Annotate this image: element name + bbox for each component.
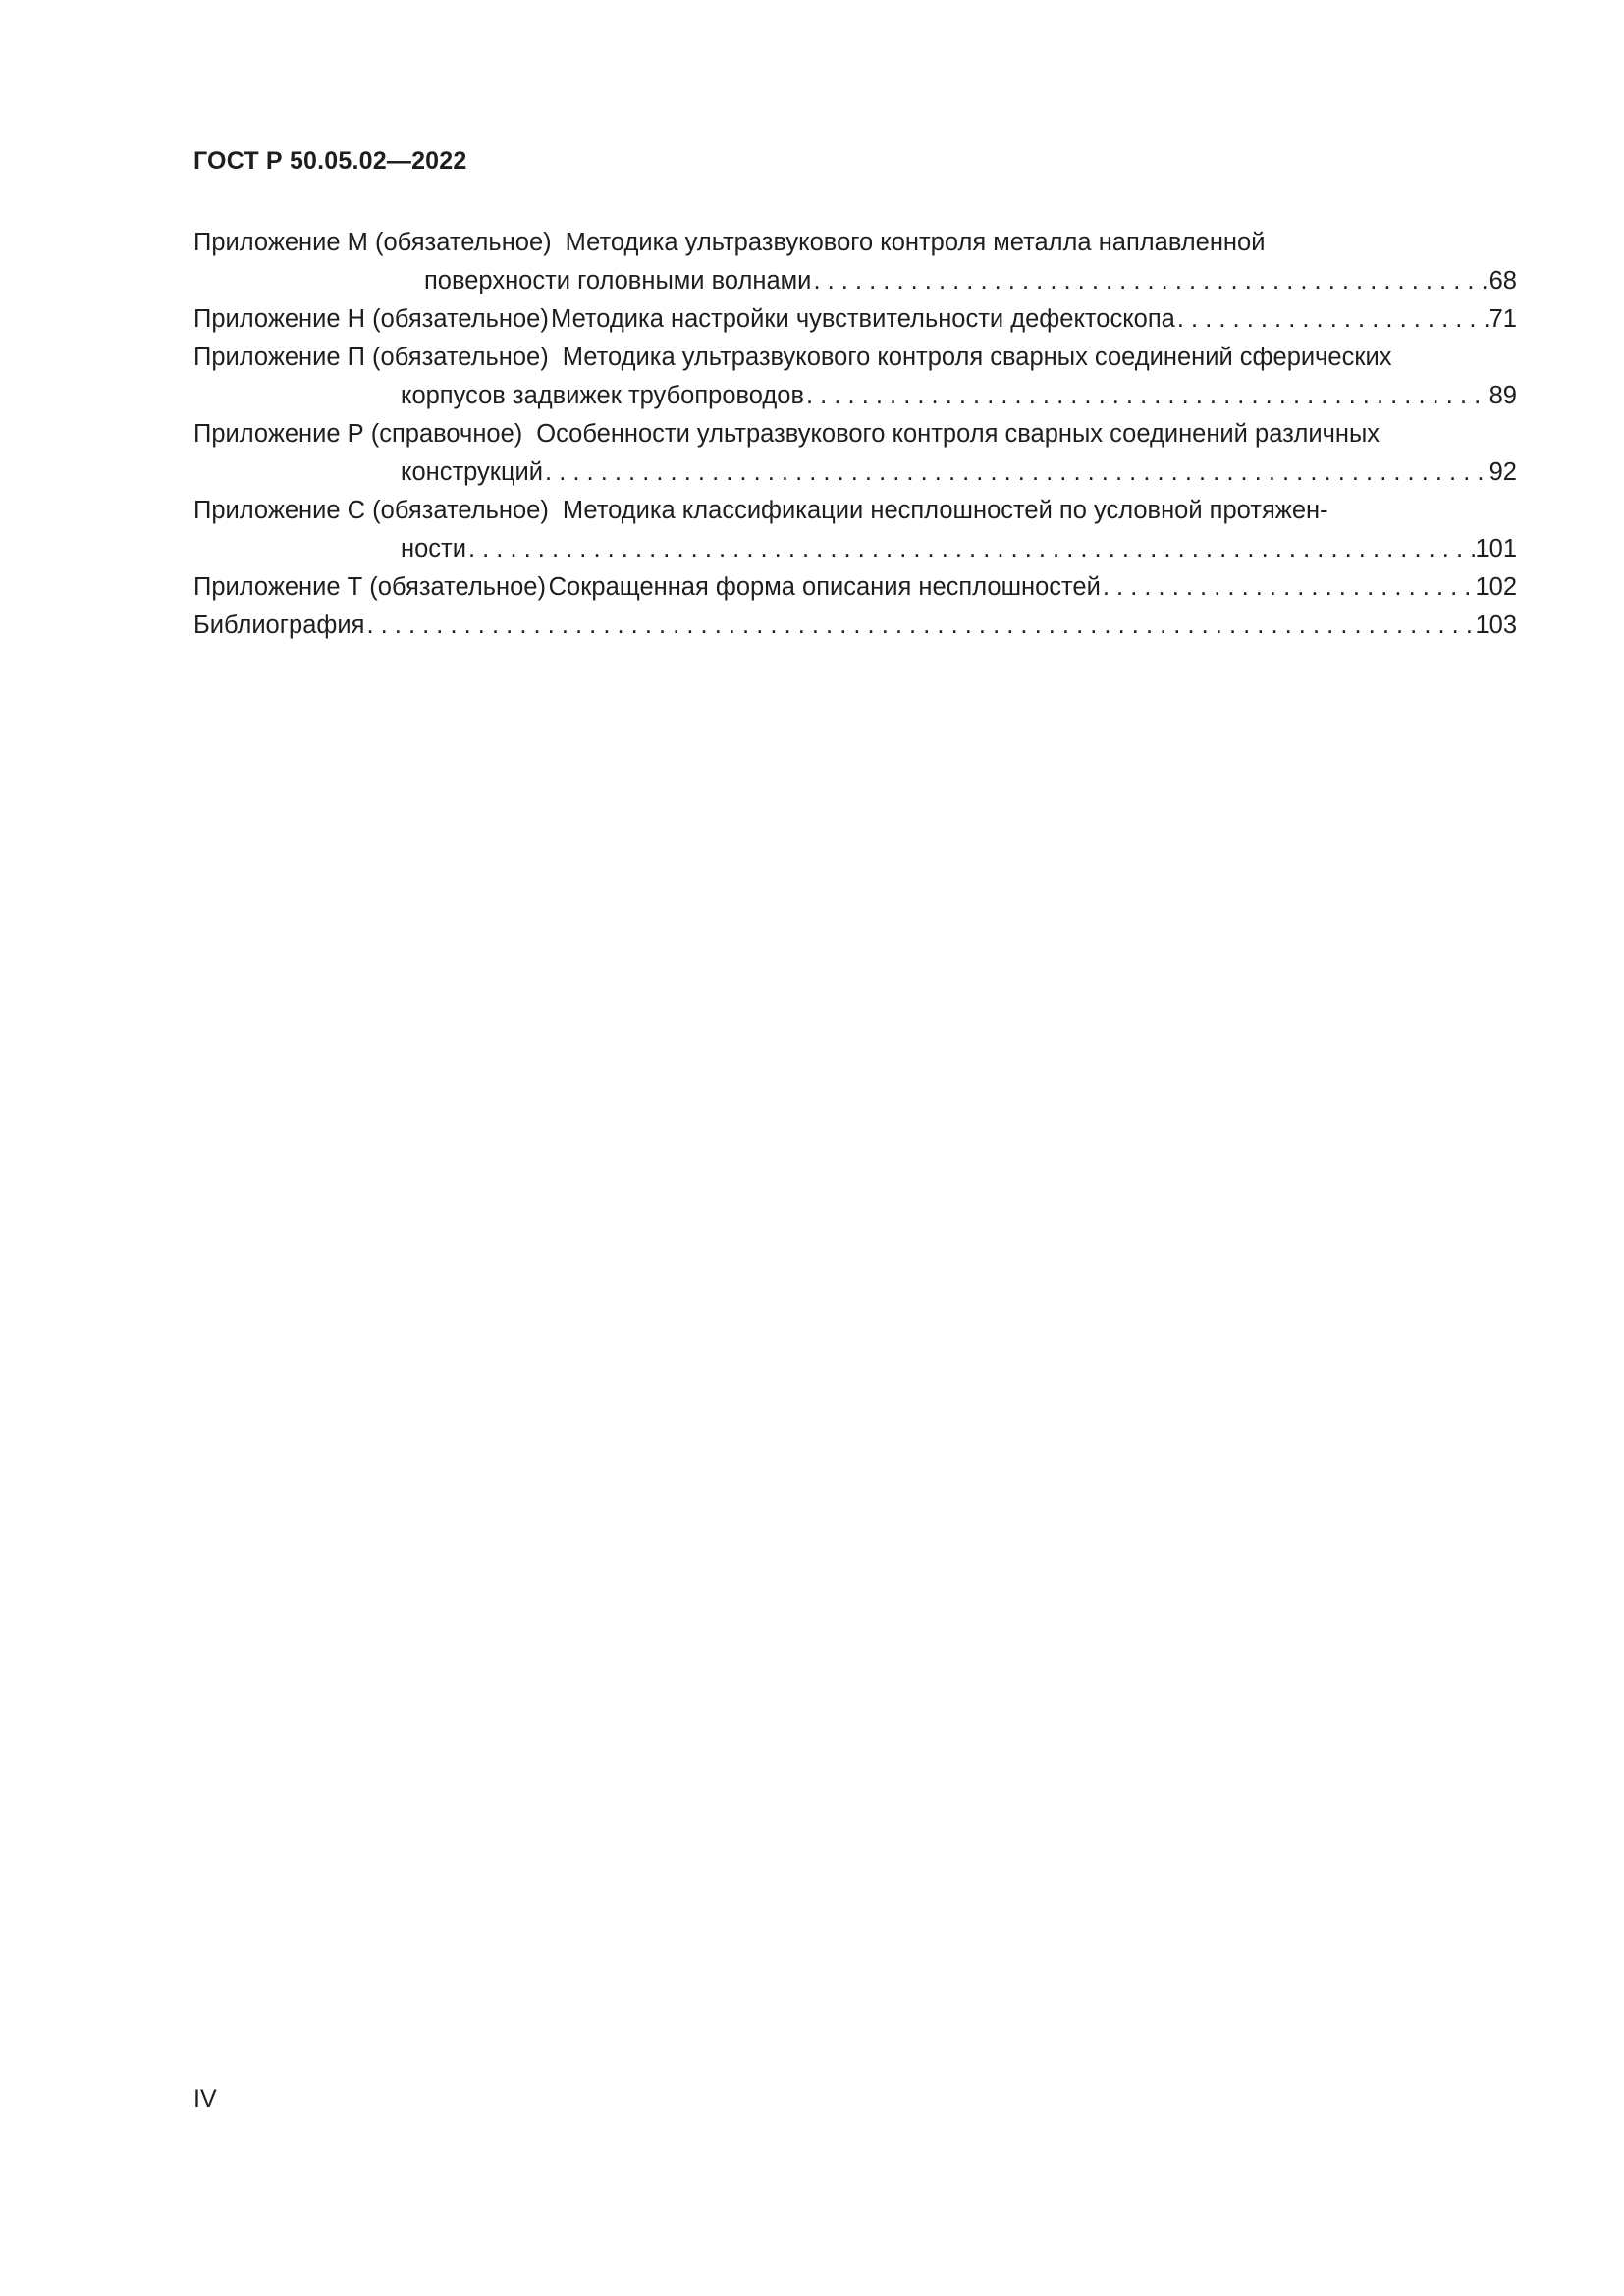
page-number-footer: IV <box>193 2085 217 2112</box>
toc-entry-appendix-p[interactable] <box>193 339 1517 415</box>
toc-page-number: 71 <box>1489 305 1517 333</box>
toc-entry-title: Библиография <box>193 612 365 639</box>
toc-entry-bibliography[interactable] <box>193 607 1517 645</box>
toc-dot-leader <box>545 454 1489 492</box>
toc-entry-title: Методика ультразвукового контроля сварных соединений сферических <box>562 344 1392 371</box>
toc-entry-appendix-t[interactable] <box>193 568 1517 607</box>
toc-dot-leader <box>468 530 1476 568</box>
toc-entry-title-continuation: корпусов задвижек трубопроводов <box>401 382 805 409</box>
toc-entry-title-continuation: конструкций <box>401 458 544 486</box>
toc-entry-prefix: Приложение М (обязательное) <box>193 229 552 256</box>
table-of-contents <box>193 224 1517 645</box>
toc-dot-leader <box>813 262 1489 300</box>
toc-entry-prefix: Приложение П (обязательное) <box>193 344 549 371</box>
toc-entry-title: Особенности ультразвукового контроля сварных соединений различных <box>536 420 1380 448</box>
toc-page-number: 89 <box>1489 382 1517 409</box>
toc-dot-leader <box>1177 300 1489 339</box>
toc-page-number: 102 <box>1475 573 1517 601</box>
toc-entry-title-continuation: поверхности головными волнами <box>424 267 812 294</box>
document-code-header: ГОСТ Р 50.05.02—2022 <box>193 147 467 175</box>
toc-dot-leader <box>366 607 1475 645</box>
toc-page-number: 101 <box>1475 535 1517 562</box>
toc-entry-prefix: Приложение Н (обязательное) <box>193 305 549 333</box>
toc-entry-appendix-s[interactable] <box>193 492 1517 568</box>
toc-dot-leader <box>806 377 1489 415</box>
toc-entry-prefix: Приложение Р (справочное) <box>193 420 523 448</box>
toc-page-number: 68 <box>1489 267 1517 294</box>
toc-page-number: 92 <box>1489 458 1517 486</box>
toc-entry-title: Методика ультразвукового контроля металла наплавленной <box>565 229 1266 256</box>
toc-entry-appendix-m[interactable] <box>193 224 1517 300</box>
toc-entry-appendix-n[interactable] <box>193 300 1517 339</box>
toc-entry-prefix: Приложение С (обязательное) <box>193 497 549 524</box>
toc-entry-title: Методика классификации несплошностей по условной протяжен- <box>562 497 1328 524</box>
toc-entry-title: Методика настройки чувствительности дефектоскопа <box>551 305 1175 333</box>
toc-entry-prefix: Приложение Т (обязательное) <box>193 573 546 601</box>
toc-entry-title: Сокращенная форма описания несплошностей <box>548 573 1101 601</box>
toc-entry-title-continuation: ности <box>401 535 466 562</box>
toc-dot-leader <box>1103 568 1476 607</box>
toc-entry-appendix-r[interactable] <box>193 415 1517 492</box>
toc-page-number: 103 <box>1475 612 1517 639</box>
